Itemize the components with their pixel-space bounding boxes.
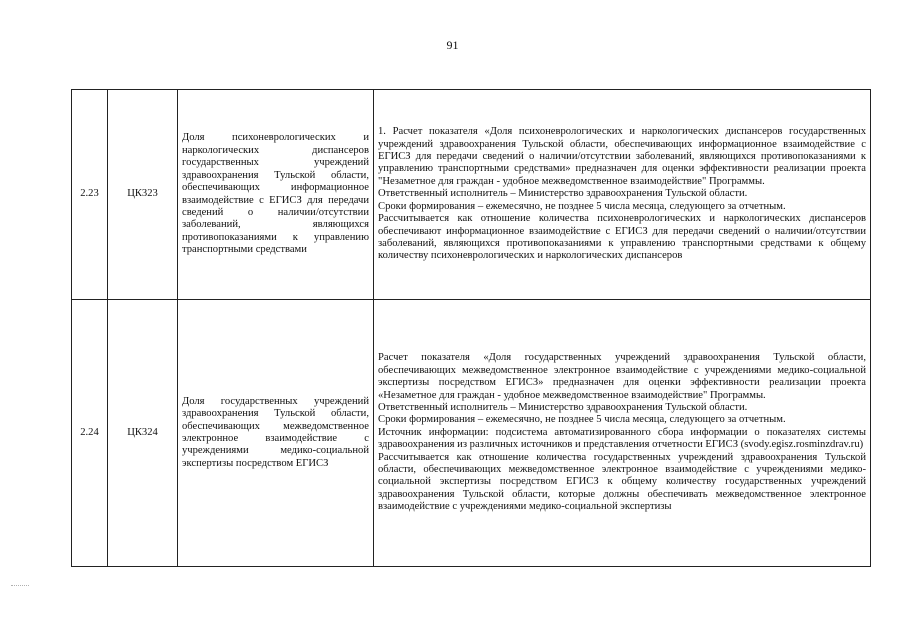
indicator-description [374,300,871,567]
margin-mark [11,585,29,587]
indicator-table [71,89,871,567]
row-number: 2.24 [72,300,108,567]
description-paragraph: Источник информации: подсистема автоматизированного сбора информации о показателях системы здравоохранения из различных источников и представления отчетности ЕГИСЗ (svody.egisz.rosminzdrav.ru) [378,426,866,451]
row-number: 2.23 [72,90,108,300]
description-paragraph: Рассчитывается как отношение количества государственных учреждений здравоохранения Тульской области, обеспечивающих межведомственное электронное взаимодействие с учреждениями медико-социальной экспертизы посредством ЕГИСЗ к общему количеству государственных учреждений здравоохранения Тульской области, которые должны обеспечивать межведомственное электронное взаимодействие с учреждениями медико-социальной экспертизы [378,451,866,513]
table-row [72,90,871,300]
indicator-code: ЦК324 [108,300,178,567]
page-number: 91 [446,38,459,52]
description-paragraph: Расчет показателя «Доля государственных учреждений здравоохранения Тульской области, обеспечивающих межведомственное электронное взаимодействие с учреждениями медико-социальной экспертизы посредством ЕГИСЗ» предназначен для оценки эффективности реализации проекта «Незаметное для граждан - удобное межведомственное взаимодействие" Программы. [378,352,866,401]
description-paragraph: Ответственный исполнитель – Министерство здравоохранения Тульской области. [378,188,748,200]
indicator-name: Доля государственных учреждений здравоохранения Тульской области, обеспечивающих межведомственное электронное взаимодействие с учреждениями медико-социальной экспертизы посредством ЕГИСЗ [178,300,374,567]
table-row [72,300,871,567]
description-paragraph: Рассчитывается как отношение количества психоневрологических и наркологических диспансеров обеспечивают информационное взаимодействие с ЕГИСЗ для передачи сведений о наличии/отсутствии заболеваний, являющихся противопоказаниями к управлению транспортными средствами к общему количеству психоневрологических и наркологических диспансеров [378,213,866,262]
description-paragraph: Сроки формирования – ежемесячно, не позднее 5 числа месяца, следующего за отчетным. [378,200,786,212]
indicator-description [374,90,871,300]
description-paragraph: 1. Расчет показателя «Доля психоневрологических и наркологических диспансеров государственных учреждений здравоохранения Тульской области, обеспечивающих информационное взаимодействие с ЕГИСЗ для передачи сведений о наличии/отсутствии заболеваний, являющихся противопоказаниями к управлению транспортными средствами» предназначен для оценки эффективности реализации проекта "Незаметное для граждан - удобное межведомственное взаимодействие" Программы. [378,126,866,187]
indicator-name: Доля психоневрологических и наркологических диспансеров государственных учреждений здравоохранения Тульской области, обеспечивающих информационное взаимодействие с ЕГИСЗ для передачи сведений о наличии/отсутствии заболеваний, являющихся противопоказаниями к управлению транспортными средствами [178,90,374,300]
description-paragraph: Ответственный исполнитель – Министерство здравоохранения Тульской области. [378,401,748,413]
indicator-code: ЦК323 [108,90,178,300]
description-paragraph: Сроки формирования – ежемесячно, не позднее 5 числа месяца, следующего за отчетным. [378,414,786,426]
